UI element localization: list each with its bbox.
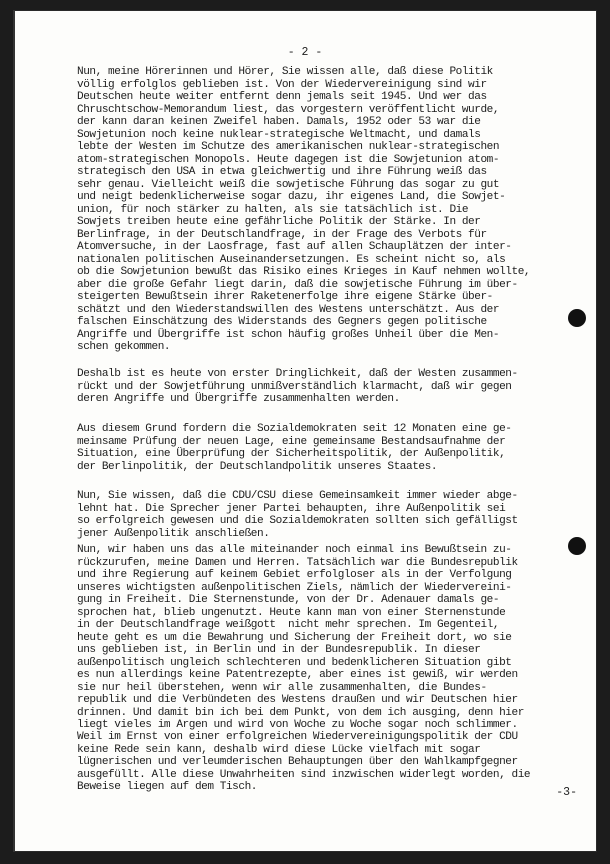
text-line: Situation, eine Überprüfung der Sicherheitspolitik, der Außenpolitik,: [77, 448, 506, 460]
text-line: schen gekommen.: [77, 341, 171, 353]
paragraph-3: [77, 423, 577, 473]
text-line: Sowjets treiben heute eine gefährliche Politik der Stärke. In der: [77, 216, 481, 228]
text-line: strategisch den USA in etwa gleichwertig und ihre Führung weiß das: [77, 166, 487, 178]
text-line: und ihre Regierung auf keinem Gebiet erfolgloser als in der Verfolgung: [77, 569, 512, 581]
text-line: aber die große Gefahr liegt darin, daß die sowjetische Führung im über-: [77, 278, 518, 291]
text-line: drinnen. Und damit bin ich bei dem Punkt, von dem ich ausging, denn hier: [77, 706, 524, 719]
text-line: Berlinfrage, in der Deutschlandfrage, in der Frage des Verbots für: [77, 228, 487, 241]
text-line: lehnt hat. Die Sprecher jener Partei behaupten, ihre Außenpolitik sei: [77, 502, 506, 515]
text-line: keine Rede sein kann, deshalb wird diese Lücke vielfach mit sogar: [77, 743, 481, 756]
text-line: sprochen hat, blieb ungenutzt. Heute kann man von einer Sternenstunde: [77, 606, 506, 619]
text-line: Nun, Sie wissen, daß die CDU/CSU diese Gemeinsamkeit immer wieder abge-: [77, 490, 518, 502]
text-line: so erfolgreich gewesen und die Sozialdemokraten sollten sich gefälligst: [77, 515, 518, 527]
text-line: rückzurufen, meine Damen und Herren. Tatsächlich war die Bundesrepublik: [77, 556, 518, 569]
text-line: Nun, wir haben uns das alle miteinander noch einmal ins Bewußtsein zu-: [77, 544, 512, 556]
text-line: Angriffe und Übergriffe ist schon häufig großes Unheil über die Men-: [77, 328, 500, 341]
text-line: ausgefüllt. Alle diese Unwahrheiten sind inzwischen widerlegt worden, die: [77, 768, 531, 781]
text-line: Weil im Ernst von einer erfolgreichen Wiedervereinigungspolitik der CDU: [77, 731, 518, 743]
text-line: deren Angriffe und Übergriffe zusammenhalten werden.: [77, 393, 400, 405]
text-line: liegt vieles im Argen und wird von Woche zu Woche sogar noch schlimmer.: [77, 719, 518, 731]
text-line: falschen Einschätzung des Widerstands des Gegners gegen politische: [77, 316, 487, 328]
text-line: der kann daran keinen Zweifel haben. Damals, 1952 oder 53 war die: [77, 116, 481, 128]
text-line: Deutschen heute weiter entfernt denn jemals seit 1945. Und wer das: [77, 91, 487, 103]
text-line: republik und die Verbündeten des Westens draußen und wir Deutschen hier: [77, 694, 518, 706]
text-line: gung in Freiheit. Die Sternenstunde, von der Dr. Adenauer damals ge-: [77, 594, 500, 606]
text-line: und neigt bedenklicherweise sogar dazu, ihr eigenes Land, die Sowjet-: [77, 191, 506, 203]
paragraph-1: [77, 66, 577, 354]
text-line: Nun, meine Hörerinnen und Hörer, Sie wissen alle, daß diese Politik: [77, 66, 493, 78]
text-line: jener Außenpolitik anschließen.: [77, 527, 270, 540]
text-line: nationalen politischen Auseinandersetzungen. Es scheint nicht so, als: [77, 253, 506, 266]
paragraph-2: [77, 368, 577, 406]
paragraph-5: [77, 544, 577, 732]
text-line: unseres wichtigsten außenpolitischen Ziels, nämlich der Wiedervereini-: [77, 581, 512, 594]
text-line: meinsame Prüfung der neuen Lage, eine gemeinsame Bestandsaufnahme der: [77, 435, 506, 448]
text-line: es nun allerdings keine Patentrezepte, aber eines ist gewiß, wir werden: [77, 669, 518, 681]
text-line: Sowjetunion noch keine nuklear-strategische Weltmacht, und damals: [77, 128, 481, 141]
text-line: lebte der Westen im Schutze des amerikanischen nuklear-strategischen: [77, 141, 500, 153]
text-line: in der Deutschlandfrage weißgott nicht mehr sprechen. Im Gegenteil,: [77, 619, 500, 631]
paragraph-4: [77, 490, 577, 540]
text-line: union, für noch stärker zu halten, als sie tatsächlich ist. Die: [77, 203, 469, 216]
text-line: Chruschtschow-Memorandum liest, das vorgestern veröffentlicht wurde,: [77, 103, 500, 116]
text-line: heute geht es um die Bewahrung und Sicherung der Freiheit dort, wo sie: [77, 631, 512, 644]
text-line: Atomversuche, in der Laosfrage, fast auf allen Schauplätzen der inter-: [77, 241, 512, 253]
text-line: völlig erfolglos geblieben ist. Von der Wiedervereinigung sind wir: [77, 78, 487, 91]
text-line: rückt und der Sowjetführung unmißverständlich klarmacht, daß wir gegen: [77, 380, 512, 393]
text-line: atom-strategischen Monopols. Heute dagegen ist die Sowjetunion atom-: [77, 153, 500, 166]
page-number: - 2 -: [287, 46, 323, 59]
text-line: Beweise liegen auf dem Tisch.: [77, 781, 258, 793]
text-line: schätzt und den Wiederstandswillen des Westens unterschätzt. Aus der: [77, 303, 500, 316]
text-line: der Berlinpolitik, der Deutschlandpolitik unseres Staates.: [77, 460, 438, 473]
text-line: sie nur heil überstehen, wenn wir alle zusammenhalten, die Bundes-: [77, 681, 487, 694]
page-edge: [13, 10, 15, 852]
typewritten-page: [13, 10, 597, 852]
text-line: steigerten Bewußtsein ihrer Raketenerfolge ihre eigene Stärke über-: [77, 291, 493, 303]
text-line: lügnerischen und verleumderischen Behauptungen über den Wahlkampfgegner: [77, 756, 518, 768]
text-line: sehr genau. Vielleicht weiß die sowjetische Führung das sogar zu gut: [77, 178, 500, 191]
text-line: Aus diesem Grund fordern die Sozialdemokraten seit 12 Monaten eine ge-: [77, 423, 512, 435]
text-line: Deshalb ist es heute von erster Dringlichkeit, daß der Westen zusammen-: [77, 368, 518, 380]
text-line: ob die Sowjetunion bewußt das Risiko eines Krieges in Kauf nehmen wollte,: [77, 266, 531, 278]
text-line: uns geblieben ist, in Berlin und in der Bundesrepublik. In dieser: [77, 644, 481, 656]
punch-hole: [568, 309, 586, 327]
text-line: außenpolitisch ungleich schlechteren und bedenklicheren Situation gibt: [77, 656, 512, 669]
punch-hole: [568, 537, 586, 555]
paragraph-6: [77, 731, 577, 794]
continuation-page-marker: -3-: [556, 786, 577, 799]
